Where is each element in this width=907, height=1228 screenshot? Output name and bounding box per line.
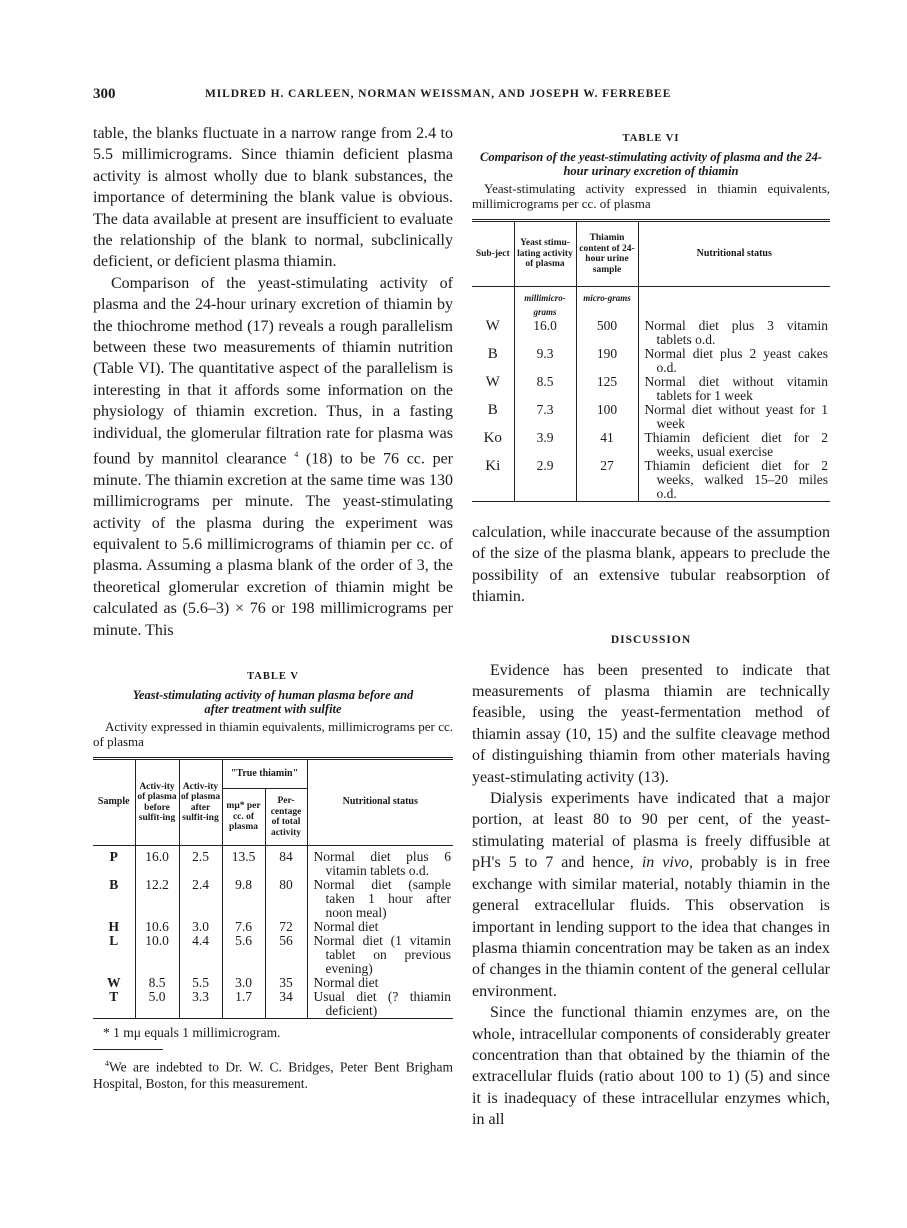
table-caption: Yeast-stimulating activity of human plasma before and after treatment with sulfite <box>132 688 414 717</box>
table-row: W 16.0 500 Normal diet plus 3 vitamin tablets o.d. <box>485 318 828 347</box>
page-footnote: $^4$We are indebted to Dr. W. C. Bridges, Peter Bent Brigham Hospital, Boston, for this measurement. <box>93 1059 453 1091</box>
table-row: Ko 3.9 41 Thiamin deficient diet for 2 weeks, usual exercise <box>483 430 828 459</box>
page-header <box>93 86 833 110</box>
body-paragraph: Since the functional thiamin enzymes are, on the whole, intracellular components of considerably greater concentration than that obtained by the thiamin of the extracellular fluids (ratio about 100 to 1) (5) and since it is inadequacy of these intracellular enzymes which, in all <box>472 1004 830 1129</box>
table-row: Ki 2.9 27 Thiamin deficient diet for 2 weeks, walked 15–20 miles o.d. <box>472 459 830 502</box>
col-header-percentage: Per-centage of total activity <box>265 789 307 846</box>
col-header-yeast-activity: Yeast stimu-lating activity of plasma <box>514 222 576 287</box>
units-row: millimicro-grams micro-grams <box>472 287 830 320</box>
table-title: TABLE V <box>247 671 299 683</box>
running-head: MILDRED H. CARLEEN, NORMAN WEISSMAN, AND JOSEPH W. FERREBEE <box>205 88 672 100</box>
right-column <box>472 123 830 1131</box>
section-heading-discussion: DISCUSSION <box>610 633 692 646</box>
table-row: P 16.0 2.5 13.5 84 Normal diet plus 6 vitamin tablets o.d. <box>93 846 453 879</box>
col-header-thiamin-content: Thiamin content of 24-hour urine sample <box>576 222 638 287</box>
table-row: T 5.0 3.3 1.7 34 Usual diet (? thiamin deficient) <box>93 990 453 1019</box>
body-paragraph: Comparison of the yeast-stimulating activity of plasma and the 24-hour urinary excretion of thiamin by the thiochrome method (17) reveals a rough parallelism between these two measurements of thiamin nutrition (Table VI). The quantitative aspect of the parallelism is interesting in that it affords some information on the physiology of thiamin excretion. Thus, in a fasting individual, the glomerular filtration rate for plasma was found by mannitol clearance $^4$ (18) to be 76 cc. per minute. The thiamin excretion at the same time was 130 millimicrograms per minute. The yeast-stimulating activity of the plasma during the experiment was equivalent to 5.6 millimicrograms of thiamin per cc. of plasma. Assuming a plasma blank of the order of 3, the theoretical glomerular excretion of thiamin might be calculated as (5.6–3) × 76 or 198 millimicrograms per minute. This <box>93 274 453 639</box>
left-column <box>93 123 453 1092</box>
footnote-reference: 4 <box>294 450 299 460</box>
col-header-after: Activ-ity of plasma after sulfit-ing <box>179 760 222 846</box>
body-paragraph: Dialysis experiments have indicated that a major portion, at least 80 to 90 per cent, of the yeast-stimulating material of plasma is freely diffusible at pH's 5 to 7 and hence, in vivo, probably is in free exchange with similar material, notably thiamin in the general extracellular fluids. This observation is important in lending support to the idea that changes in plasma thiamin concentration may be taken as an index of changes in the thiamin content of the general cellular environment. <box>472 790 831 1000</box>
table-row: B 12.2 2.4 9.8 80 Normal diet (sample taken 1 hour after noon meal) <box>109 877 451 921</box>
table-note: Yeast-stimulating activity expressed in thiamin equivalents, millimicrograms per cc. of plasma <box>472 181 830 211</box>
table-footnote: * 1 mμ equals 1 millimicrogram. <box>103 1025 281 1041</box>
col-header-true-thiamin: "True thiamin" <box>222 760 307 789</box>
body-paragraph: Evidence has been presented to indicate that measurements of plasma thiamin are technically feasible, using the yeast-fermentation method of thiamin assay (10, 15) and the sulfite cleavage method of distinguishing thiamin from other materials having yeast-stimulating activity (13). <box>472 661 830 786</box>
table-row: W 8.5 5.5 3.0 35 Normal diet <box>93 976 453 990</box>
table-vi <box>472 133 830 502</box>
page-number: 300 <box>93 86 116 102</box>
table-row: W 8.5 125 Normal diet without vitamin tablets for 1 week <box>485 374 828 403</box>
body-paragraph: calculation, while inaccurate because of the assumption of the size of the plasma blank, appears to preclude the possibility of an extensive tubular reabsorption of thiamin. <box>472 524 830 606</box>
col-header-status: Nutritional status <box>638 222 830 287</box>
table-row: L 10.0 4.4 5.6 56 Normal diet (1 vitamin tablet on previous evening) <box>109 933 451 977</box>
table-title: TABLE VI <box>622 133 680 144</box>
table-note: Activity expressed in thiamin equivalents, millimicrograms per cc. of plasma <box>93 719 453 750</box>
table-v-grid <box>93 760 453 1019</box>
table-vi-grid <box>472 222 830 502</box>
table-caption: Comparison of the yeast-stimulating activity of plasma and the 24-hour urinary excretion of thiamin <box>479 150 823 178</box>
col-header-status: Nutritional status <box>307 760 453 846</box>
footnote-divider <box>93 1049 163 1050</box>
col-header-subject: Sub-ject <box>472 222 514 287</box>
col-header-before: Activ-ity of plasma before sulfit-ing <box>135 760 179 846</box>
col-header-sample: Sample <box>93 760 135 846</box>
table-v <box>93 671 453 1041</box>
col-header-mu-per-cc: mμ* per cc. of plasma <box>222 789 265 846</box>
body-paragraph: table, the blanks fluctuate in a narrow range from 2.4 to 5.5 millimicrograms. Since thiamin deficient plasma activity is almost wholly due to blank substances, the importance of determining the blank value is obvious. The data available at present are insufficient to evaluate the relationship of the blank to normal, subclinically deficient, or deficient plasma thiamin. <box>93 125 453 271</box>
table-row: B 7.3 100 Normal diet without yeast for 1 week <box>487 402 828 431</box>
table-row: B 9.3 190 Normal diet plus 2 yeast cakes o.d. <box>487 346 828 375</box>
table-row: H 10.6 3.0 7.6 72 Normal diet <box>93 920 453 934</box>
